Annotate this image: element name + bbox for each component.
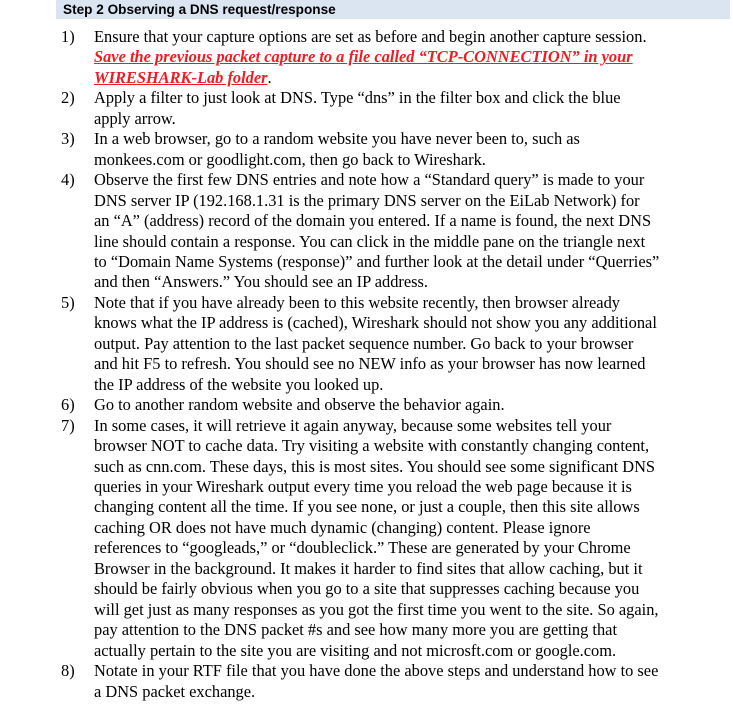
step-5 bbox=[0, 293, 706, 395]
step-line: In some cases, it will retrieve it again anyway, because some websites tell your bbox=[94, 415, 612, 435]
save-capture-warning-line: Save the previous packet capture to a file called “TCP-CONNECTION” in your bbox=[94, 47, 633, 67]
step-text bbox=[94, 416, 706, 661]
step-line: to “Domain Name Systems (response)” and further look at the detail under “Querries” bbox=[94, 251, 660, 271]
step-line: DNS server IP (192.168.1.31 is the primary DNS server on the EiLab Network) for bbox=[94, 190, 640, 210]
step-4 bbox=[0, 170, 706, 293]
step-text bbox=[94, 661, 706, 702]
step-line: Browser in the background. It makes it harder to find sites that allow caching, but it bbox=[94, 558, 643, 578]
step-line: browser NOT to cache data. Try visiting a website with constantly changing content, bbox=[94, 436, 650, 456]
step-line: a DNS packet exchange. bbox=[94, 681, 256, 701]
step-line: Apply a filter to just look at DNS. Type “dns” in the filter box and click the blue bbox=[94, 88, 621, 108]
save-capture-warning-line: WIRESHARK-Lab folder bbox=[94, 67, 268, 87]
step-line: pay attention to the DNS packet #s and see how many more you are getting that bbox=[94, 620, 617, 640]
step-line: actually pertain to the site you are visiting and not microsft.com or google.com. bbox=[94, 640, 617, 660]
steps-list bbox=[0, 27, 733, 702]
step-line: will get just as many responses as you got the first time you went to the site. So again, bbox=[94, 599, 659, 619]
step-line: monkees.com or goodlight.com, then go back to Wireshark. bbox=[94, 149, 486, 169]
step-number: 2) bbox=[61, 88, 75, 108]
step-text bbox=[94, 129, 706, 170]
step-line: knows what the IP address is (cached), Wireshark should not show you any additional bbox=[94, 313, 657, 333]
step-line: changing content all the time. If you see none, or just a couple, then this site allows bbox=[94, 497, 640, 517]
step-line: apply arrow. bbox=[94, 108, 176, 128]
step-7 bbox=[0, 416, 706, 661]
step-number: 5) bbox=[61, 292, 75, 312]
step-number: 8) bbox=[61, 661, 75, 681]
section-heading: Step 2 Observing a DNS request/response bbox=[63, 2, 336, 17]
step-text bbox=[94, 293, 706, 395]
step-3 bbox=[0, 129, 706, 170]
step-line: should be fairly obvious when you go to a site that suppresses caching because you bbox=[94, 579, 640, 599]
step-number: 7) bbox=[61, 415, 75, 435]
warning-suffix: . bbox=[267, 67, 272, 87]
step-number: 1) bbox=[61, 27, 75, 46]
step-line: the IP address of the website you looked up. bbox=[94, 374, 384, 394]
step-line: queries in your Wireshark output every time you reload the web page because it is bbox=[94, 476, 632, 496]
step-text bbox=[94, 395, 706, 415]
step-text bbox=[94, 170, 706, 293]
step-number: 4) bbox=[61, 170, 75, 190]
step-line: an “A” (address) record of the domain you entered. If a name is found, the next DNS bbox=[94, 211, 652, 231]
step-line: such as cnn.com. These days, this is most sites. You should see some significant DNS bbox=[94, 456, 656, 476]
step-line: references to “googleads,” or “doubleclick.” These are generated by your Chrome bbox=[94, 538, 631, 558]
step-line: and then “Answers.” You should see an IP address. bbox=[94, 272, 428, 292]
step-text bbox=[94, 27, 706, 88]
step-line: line should contain a response. You can click in the middle pane on the triangle next bbox=[94, 231, 646, 251]
step-line: Note that if you have already been to this website recently, then browser already bbox=[94, 292, 620, 312]
step-number: 3) bbox=[61, 129, 75, 149]
step-line: In a web browser, go to a random website you have never been to, such as bbox=[94, 129, 580, 149]
step-line-wrapper bbox=[94, 68, 706, 88]
step-line: and hit F5 to refresh. You should see no NEW info as your browser has now learned bbox=[94, 354, 646, 374]
step-line: Observe the first few DNS entries and note how a “Standard query” is made to your bbox=[94, 170, 645, 190]
step-line: Ensure that your capture options are set as before and begin another capture session. bbox=[94, 27, 647, 46]
step-2 bbox=[0, 88, 706, 129]
step-line: Go to another random website and observe the behavior again. bbox=[94, 395, 505, 415]
step-line: caching OR does not have much dynamic (changing) content. Please ignore bbox=[94, 517, 591, 537]
step-8 bbox=[0, 661, 706, 702]
step-text bbox=[94, 88, 706, 129]
step-line: output. Pay attention to the last packet sequence number. Go back to your browser bbox=[94, 333, 634, 353]
step-1 bbox=[0, 27, 706, 88]
step-6 bbox=[0, 395, 706, 415]
step-number: 6) bbox=[61, 395, 75, 415]
step-line: Notate in your RTF file that you have done the above steps and understand how to see bbox=[94, 661, 659, 681]
